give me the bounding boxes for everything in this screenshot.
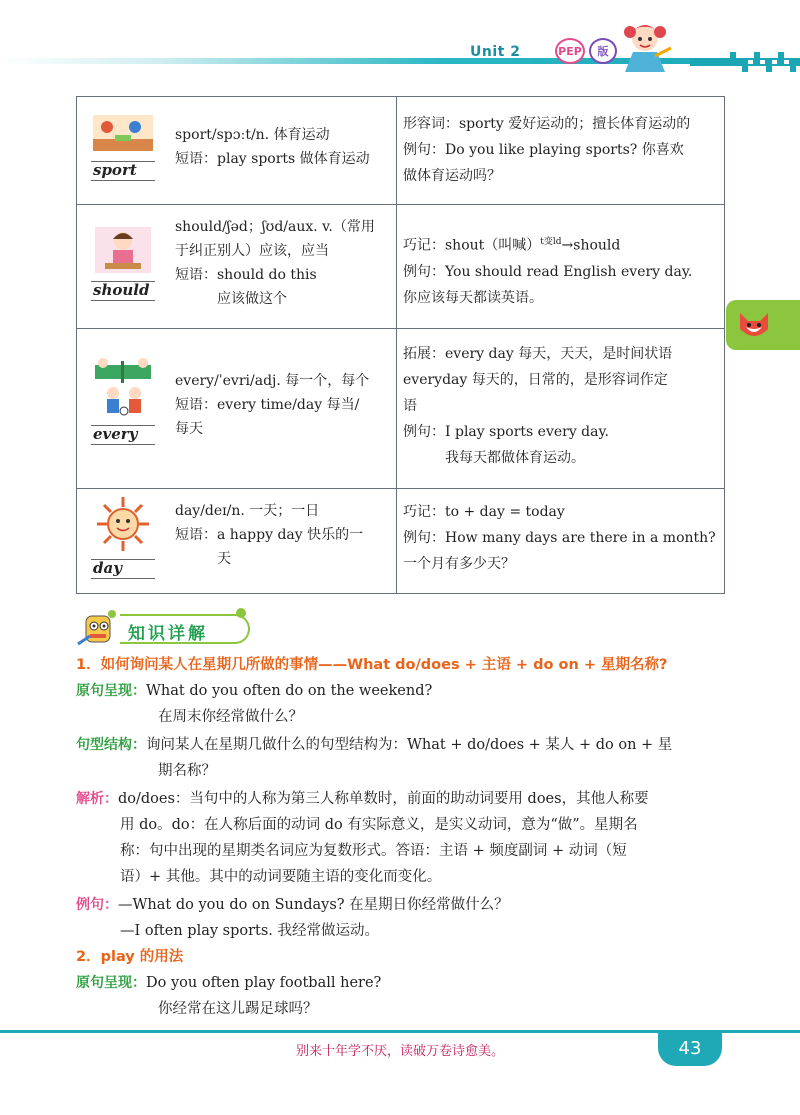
word-picture-label: day <box>93 559 122 577</box>
robot-mascot-icon <box>76 608 122 648</box>
table-row <box>77 329 724 489</box>
note-line: 语 <box>403 398 417 414</box>
writing-lines <box>91 281 155 301</box>
sun-picture-icon <box>91 495 155 553</box>
phrase-line: 每天 <box>175 421 203 437</box>
item1-structure <box>76 734 672 756</box>
word-notes <box>403 499 721 577</box>
writing-lines <box>91 425 155 445</box>
analysis-line: 称：句中出现的星期类名词应为复数形式。答语：主语 + 频度副词 + 动词（短 <box>120 843 627 859</box>
kids-playing-picture-icon <box>91 357 155 419</box>
tip-superscript: t变ld <box>540 237 562 247</box>
tip-suffix: →should <box>561 237 621 254</box>
analysis-line: 用 do。do：在人称后面的动词 do 有实际意义，是实义动词，意为“做”。星期名 <box>120 817 638 833</box>
item1-original-sentence <box>76 680 432 702</box>
note-line: 例句：Do you like playing sports? 你喜欢 <box>403 142 684 158</box>
definition-line: sport/spɔːt/n. 体育运动 <box>175 127 330 143</box>
table-row <box>77 97 724 205</box>
phrase-line: 短语：a happy day 快乐的一 <box>175 527 364 543</box>
word-definition <box>175 215 390 311</box>
item1-example <box>76 894 509 916</box>
definition-line: should/ʃəd；ʃʊd/aux. v.（常用 <box>175 219 375 235</box>
word-picture-label: sport <box>93 161 137 179</box>
item1-structure-cont: 期名称？ <box>158 763 216 779</box>
footer-motto: 别来十年学不厌，读破万卷诗愈美。 <box>295 1044 504 1059</box>
memory-tip-line <box>403 229 721 259</box>
girl-studying-picture-icon <box>91 225 155 275</box>
item2-original-sentence <box>76 972 381 994</box>
item2-heading: 2．play 的用法 <box>76 949 184 965</box>
word-picture-label: should <box>93 281 150 299</box>
item1-original-translation: 在周末你经常做什么？ <box>158 709 303 725</box>
word-definition <box>175 123 390 171</box>
unit-label: Unit 2 <box>470 44 521 60</box>
phrase-line: 短语：every time/day 每当/ <box>175 397 360 413</box>
phrase-line: 短语：play sports 做体育运动 <box>175 151 370 167</box>
word-notes <box>403 341 721 471</box>
phrase-line: 应该做这个 <box>217 291 287 307</box>
original-english: Do you often play football here? <box>146 975 382 991</box>
example-label: 例句： <box>76 897 118 913</box>
analysis-label: 解析： <box>76 791 118 807</box>
checker-decoration-icon <box>690 52 800 74</box>
title-dot-decoration <box>236 608 246 618</box>
item1-analysis <box>76 788 649 810</box>
word-notes <box>403 229 721 311</box>
word-definition <box>175 499 390 571</box>
original-label: 原句呈现： <box>76 683 146 699</box>
item1-heading: 1．如何询问某人在星期几所做的事情——What do/does + 主语 + do on + 星期名称? <box>76 657 668 673</box>
example-line: —I often play sports. 我经常做运动。 <box>120 923 380 939</box>
pep-badge: PEP <box>555 38 585 64</box>
page-number: 43 <box>658 1030 722 1066</box>
section-title: 知识详解 <box>120 614 250 644</box>
note-line: 形容词：sporty 爱好运动的；擅长体育运动的 <box>403 116 691 132</box>
note-line: 我每天都做体育运动。 <box>445 450 585 466</box>
original-english: What do you often do on the weekend? <box>146 683 433 699</box>
table-row <box>77 489 724 595</box>
item2-original-translation: 你经常在这儿踢足球吗？ <box>158 1001 318 1017</box>
tip-prefix: 巧记：shout（叫喊） <box>403 237 541 254</box>
note-line: 例句：I play sports every day. <box>403 424 609 440</box>
analysis-text: do/does：当句中的人称为第三人称单数时，前面的助动词要用 does，其他人称要 <box>118 791 649 807</box>
structure-label: 句型结构： <box>76 737 146 753</box>
original-label: 原句呈现： <box>76 975 146 991</box>
note-line: 例句：You should read English every day. <box>403 263 693 280</box>
definition-line: day/deɪ/n. 一天；一日 <box>175 503 320 519</box>
example-text: —What do you do on Sundays? 在星期日你经常做什么？ <box>118 897 509 913</box>
edition-badge: 版 <box>589 38 617 64</box>
definition-line: 于纠正别人）应该，应当 <box>175 243 329 259</box>
note-line: 你应该每天都读英语。 <box>403 289 543 306</box>
analysis-line: 语）+ 其他。其中的动词要随主语的变化而变化。 <box>120 869 442 885</box>
vocabulary-table <box>76 96 725 594</box>
phrase-line: 短语：should do this <box>175 267 317 283</box>
word-picture-label: every <box>93 425 138 443</box>
writing-lines <box>91 559 155 579</box>
fox-mascot-icon <box>734 305 774 345</box>
sports-picture-icon <box>91 113 155 153</box>
definition-line: every/ˈevri/adj. 每一个，每个 <box>175 373 370 389</box>
writing-lines <box>91 161 155 181</box>
cartoon-girl-icon <box>615 18 675 74</box>
word-definition <box>175 369 390 441</box>
note-line: 例句：How many days are there in a month? <box>403 530 716 546</box>
note-line: 一个月有多少天？ <box>403 556 515 572</box>
note-line: 做体育运动吗？ <box>403 168 501 184</box>
structure-text: 询问某人在星期几做什么的句型结构为：What + do/does + 某人 + do on + 星 <box>146 737 673 753</box>
word-notes <box>403 111 721 189</box>
table-row <box>77 205 724 329</box>
note-line: everyday 每天的，日常的，是形容词作定 <box>403 372 668 388</box>
header-rule <box>0 58 800 64</box>
note-line: 巧记：to + day = today <box>403 504 565 520</box>
phrase-line: 天 <box>217 551 231 567</box>
note-line: 拓展：every day 每天，天天，是时间状语 <box>403 346 673 362</box>
